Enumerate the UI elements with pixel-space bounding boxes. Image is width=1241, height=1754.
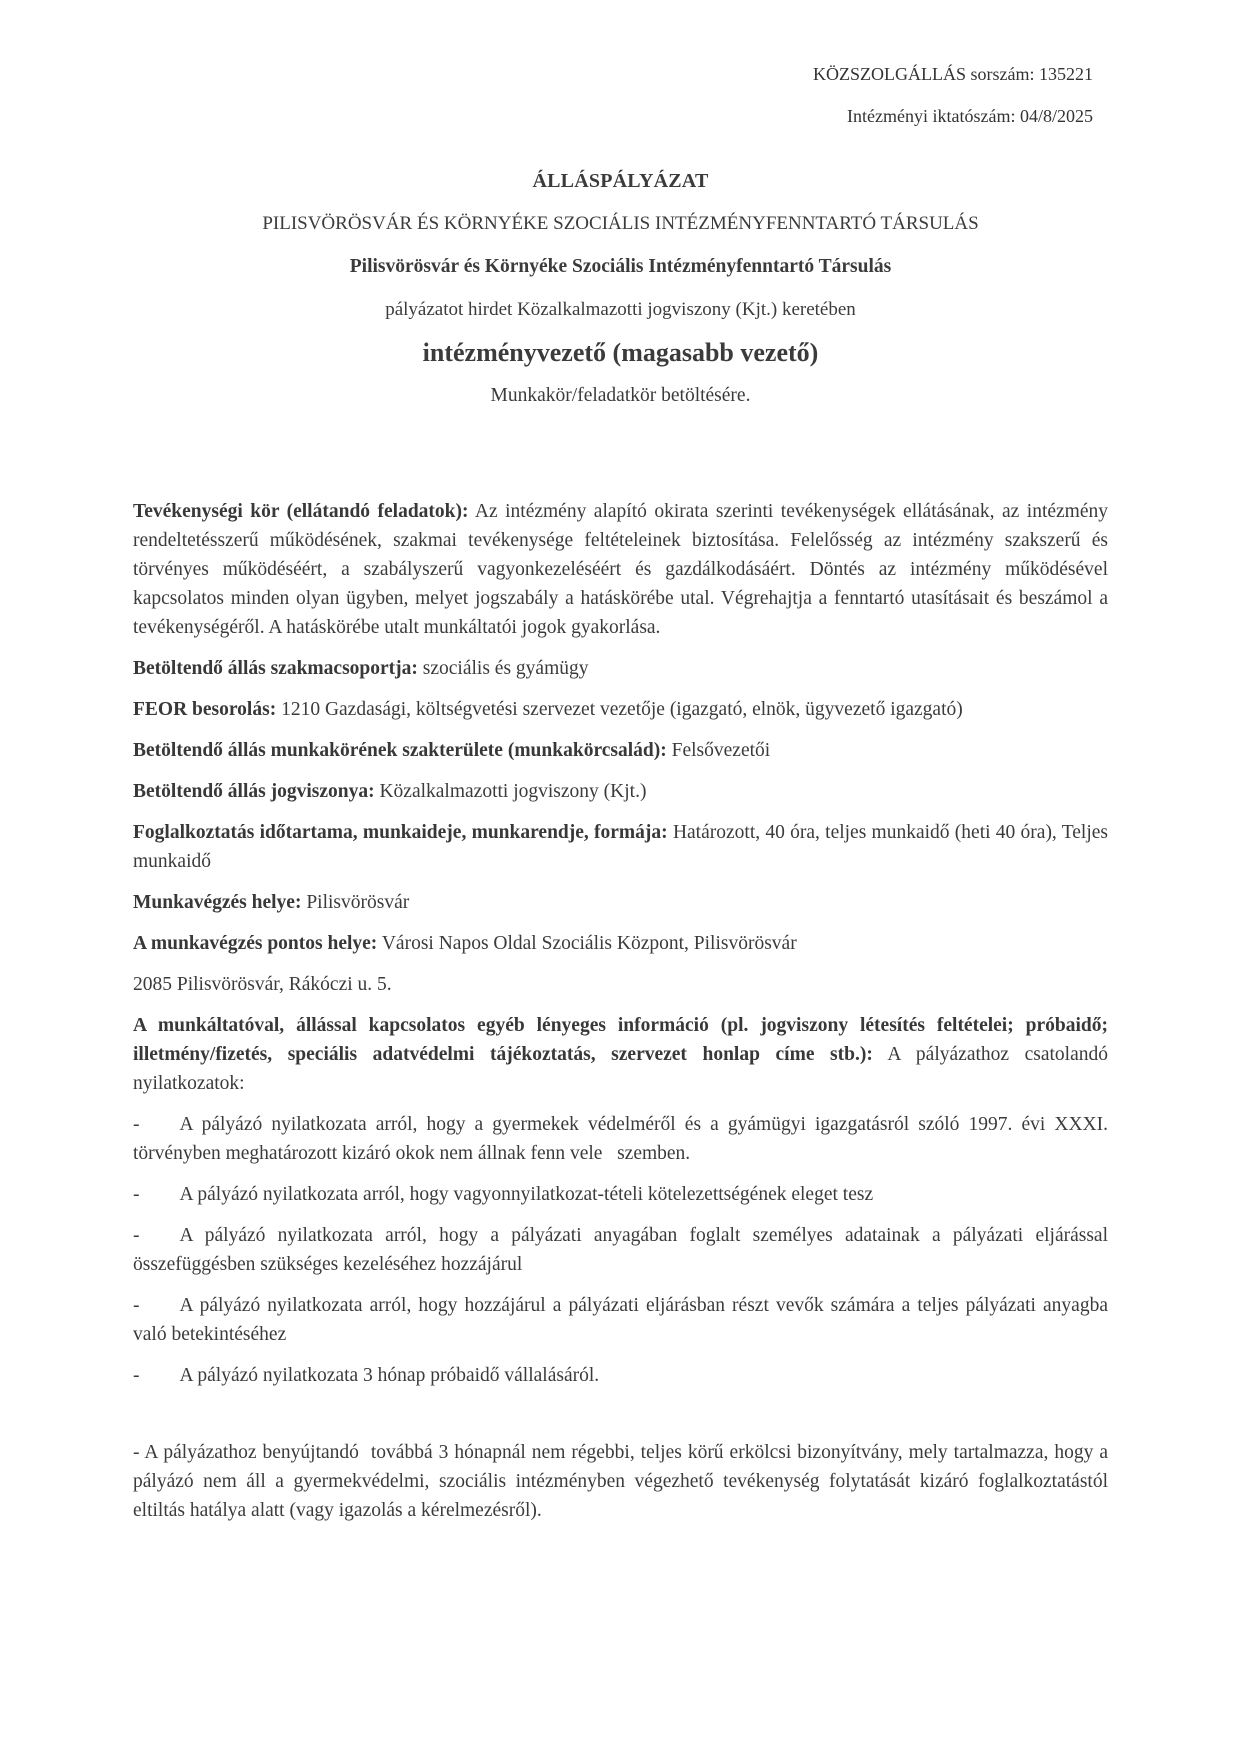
field-value: szociális és gyámügy [422,658,589,679]
org-name-caps: PILISVÖRÖSVÁR ÉS KÖRNYÉKE SZOCIÁLIS INTÉZMÉNYFENNTARTÓ TÁRSULÁS [262,213,979,234]
announcement-line: pályázatot hirdet Közalkalmazotti jogviszony (Kjt.) keretében [385,299,856,320]
statement-item-4 [133,1291,1108,1349]
field-legal-relationship [133,777,1108,806]
position-title: intézményvezető (magasabb vezető) [422,338,819,367]
purpose-line: Munkakör/feladatkör betöltésére. [490,385,751,406]
field-value: 1210 Gazdasági, költségvetési szervezet vezetője (igazgató, elnök, ügyvezető igazgató) [281,699,963,720]
field-label: Foglalkoztatás időtartama, munkaideje, munkarendje, formája: [133,822,668,843]
field-label: A munkavégzés pontos helye: [133,933,378,954]
field-job-family [133,736,1108,765]
address-line: 2085 Pilisvörösvár, Rákóczi u. 5. [133,974,392,995]
field-value: Pilisvörösvár [306,892,410,913]
dash-marker: - [133,1295,140,1316]
field-value: Városi Napos Oldal Szociális Központ, Pilisvörösvár [381,933,797,954]
field-profession-group [133,654,1108,683]
closing-note: - A pályázathoz benyújtandó továbbá 3 hónapnál nem régebbi, teljes körű erkölcsi bizonyítvány, mely tartalmazza, hogy a pályázó nem áll a gyermekvédelmi, szociális intézményben végezhető tevékenység folytatását kizáró foglalkoztatástól eltiltás hatálya alatt (vagy igazolás a kérelmezésről). [133,1442,1108,1521]
statement-text: A pályázó nyilatkozata 3 hónap próbaidő vállalásáról. [179,1365,600,1386]
field-value: Közalkalmazotti jogviszony (Kjt.) [379,781,647,802]
meta-registry-number: Intézményi iktatószám: 04/8/2025 [847,106,1093,126]
document-body [133,497,1108,1525]
dash-marker: - [133,1225,140,1246]
statement-text: A pályázó nyilatkozata arról, hogy vagyonnyilatkozat-tételi kötelezettségének eleget tesz [179,1184,874,1205]
field-label: Betöltendő állás munkakörének szakterülete (munkakörcsalád): [133,740,667,761]
statement-item-2 [133,1180,1108,1209]
org-name: Pilisvörösvár és Környéke Szociális Intézményfenntartó Társulás [349,256,892,277]
field-other-info [133,1011,1108,1098]
statement-text: A pályázó nyilatkozata arról, hogy a pályázati anyagában foglalt személyes adatainak a pályázati eljárással összefüggésben szükséges kezeléséhez hozzájárul [133,1225,1108,1275]
doc-type-title: ÁLLÁSPÁLYÁZAT [532,170,709,192]
field-label: Munkavégzés helye: [133,892,302,913]
field-label: FEOR besorolás: [133,699,277,720]
statement-text: A pályázó nyilatkozata arról, hogy a gyermekek védelméről és a gyámügyi igazgatásról szóló 1997. évi XXXI. törvényben meghatározott kizáró okok nem állnak fenn vele szemben. [133,1114,1108,1164]
field-value: Határozott, 40 óra, teljes munkaidő (heti 40 óra), Teljes munkaidő [133,822,1108,872]
statement-item-5 [133,1361,1108,1390]
field-employment-terms [133,818,1108,876]
field-value: A pályázathoz csatolandó nyilatkozatok: [133,1044,1108,1094]
field-exact-work-location [133,929,1108,958]
field-label: Tevékenységi kör (ellátandó feladatok): [133,501,469,522]
statement-text: A pályázó nyilatkozata arról, hogy hozzájárul a pályázati eljárásban részt vevők számára a teljes pályázati anyagba való betekintéséhez [133,1295,1108,1345]
field-feor-code [133,695,1108,724]
dash-marker: - [133,1365,140,1386]
field-label: Betöltendő állás jogviszonya: [133,781,375,802]
meta-serial-number: KÖZSZOLGÁLLÁS sorszám: 135221 [813,64,1093,84]
dash-marker: - [133,1184,140,1205]
document-meta [133,62,1108,128]
field-activity-scope [133,497,1108,642]
field-label: A munkáltatóval, állással kapcsolatos egyéb lényeges információ (pl. jogviszony létesítés feltételei; próbaidő; illetmény/fizetés, speciális adatvédelmi tájékoztatás, szervezet honlap címe stb.): [133,1015,1108,1065]
field-value: Az intézmény alapító okirata szerinti tevékenységek ellátásának, az intézmény rendeltetésszerű működésének, szakmai tevékenysége feltételeinek biztosítása. Felelősség az intézmény szakszerű és törvényes működéséért, a szabályszerű vagyonkezeléséért és gazdálkodásáért. Döntés az intézmény működésével kapcsolatos minden olyan ügyben, melyet jogszabály a hatáskörébe utal. Végrehajtja a fenntartó utasításait és beszámol a tevékenységéről. A hatáskörébe utalt munkáltatói jogok gyakorlása. [133,501,1109,638]
statement-item-3 [133,1221,1108,1279]
dash-marker: - [133,1114,140,1135]
field-work-location [133,888,1108,917]
field-label: Betöltendő állás szakmacsoportja: [133,658,418,679]
document-header [133,168,1108,409]
field-value: Felsővezetői [671,740,771,761]
statement-item-1 [133,1110,1108,1168]
